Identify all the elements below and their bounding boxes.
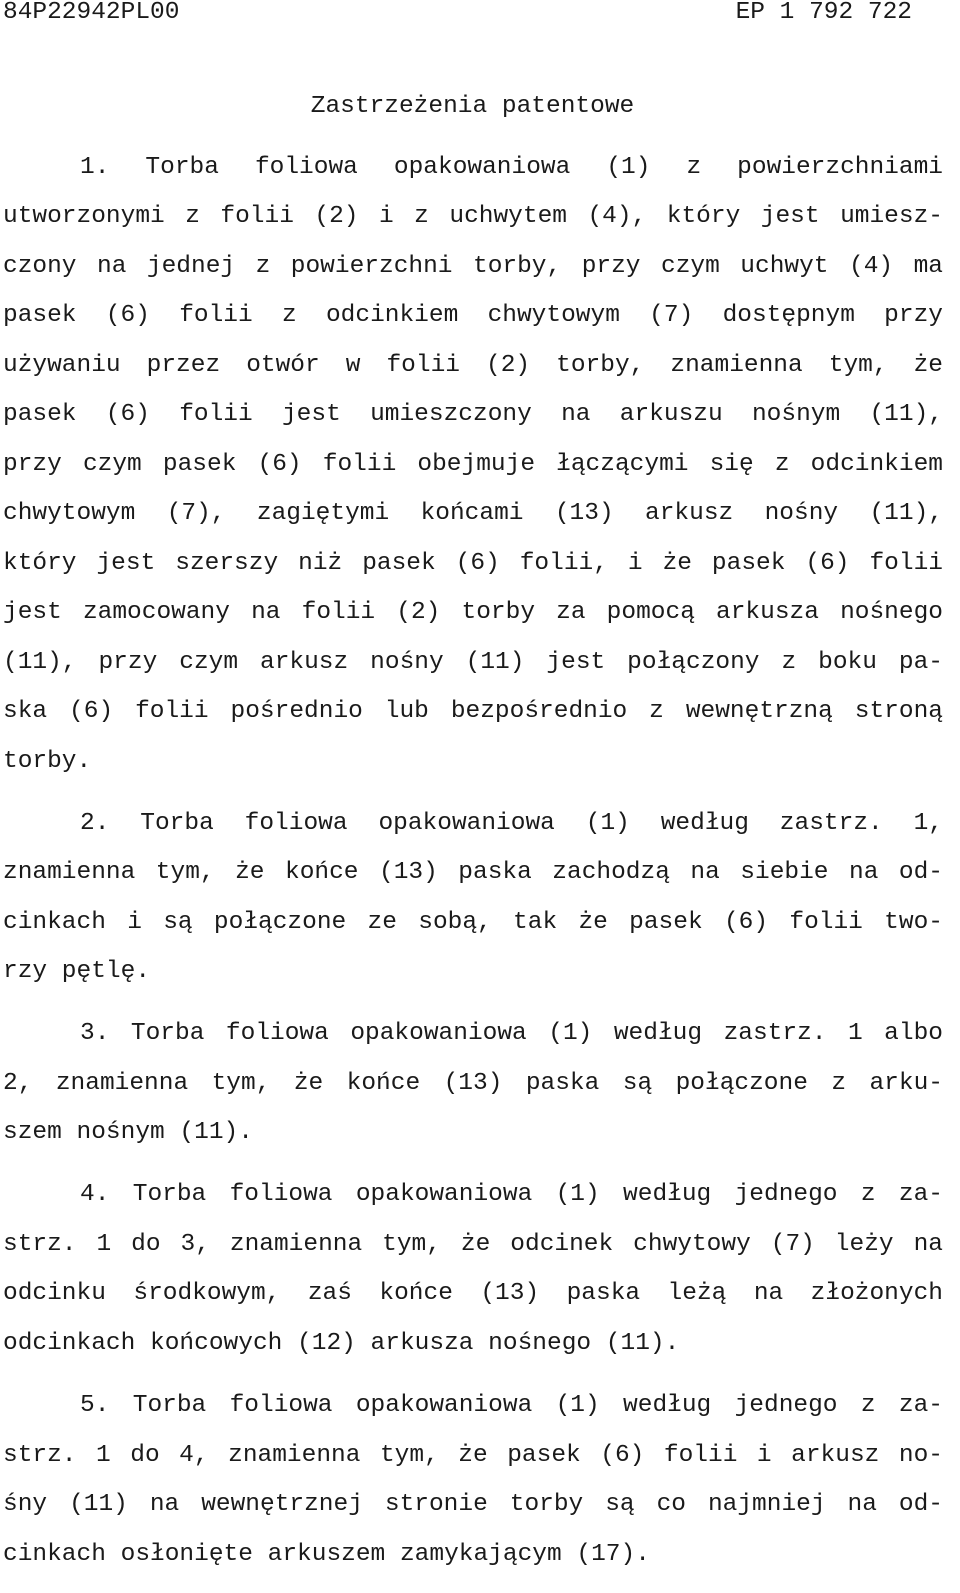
claim-line: pasek (6) folii z odcinkiem chwytowym (7) dostępnym przy bbox=[3, 302, 943, 329]
claim-line: chwytowym (7), zagiętymi końcami (13) arkusz nośny (11), bbox=[3, 500, 943, 527]
claim-line: 3. Torba foliowa opakowaniowa (1) według zastrz. 1 albo bbox=[80, 1020, 943, 1047]
patent-number: EP 1 792 722 bbox=[735, 0, 912, 26]
claim-line: 2, znamienna tym, że końce (13) paska są połączone z arku- bbox=[3, 1070, 943, 1097]
document-code: 84P22942PL00 bbox=[3, 0, 180, 26]
claim-line: ska (6) folii pośrednio lub bezpośrednio z wewnętrzną stroną bbox=[3, 698, 943, 725]
claim-line: przy czym pasek (6) folii obejmuje łączącymi się z odcinkiem bbox=[3, 451, 943, 478]
page-title: Zastrzeżenia patentowe bbox=[310, 93, 635, 120]
claim-line: odcinku środkowym, zaś końce (13) paska leżą na złożonych bbox=[3, 1280, 943, 1307]
claim-line: torby. bbox=[3, 748, 92, 775]
claim-line: znamienna tym, że końce (13) paska zachodzą na siebie na od- bbox=[3, 859, 943, 886]
claim-line: strz. 1 do 3, znamienna tym, że odcinek chwytowy (7) leży na bbox=[3, 1231, 943, 1258]
claim-line: 2. Torba foliowa opakowaniowa (1) według zastrz. 1, bbox=[80, 810, 943, 837]
claim-line: (11), przy czym arkusz nośny (11) jest połączony z boku pa- bbox=[3, 649, 943, 676]
claim-line: używaniu przez otwór w folii (2) torby, znamienna tym, że bbox=[3, 352, 943, 379]
claim-line: strz. 1 do 4, znamienna tym, że pasek (6) folii i arkusz no- bbox=[3, 1442, 943, 1469]
claim-line: odcinkach końcowych (12) arkusza nośnego (11). bbox=[3, 1330, 680, 1357]
claim-line: jest zamocowany na folii (2) torby za pomocą arkusza nośnego bbox=[3, 599, 943, 626]
claim-line: 5. Torba foliowa opakowaniowa (1) według jednego z za- bbox=[80, 1392, 943, 1419]
claim-line: cinkach osłonięte arkuszem zamykającym (17). bbox=[3, 1541, 650, 1568]
claim-line: cinkach i są połączone ze sobą, tak że pasek (6) folii two- bbox=[3, 909, 943, 936]
claim-line: 4. Torba foliowa opakowaniowa (1) według jednego z za- bbox=[80, 1181, 943, 1208]
claim-line: który jest szerszy niż pasek (6) folii, i że pasek (6) folii bbox=[3, 550, 943, 577]
claim-line: utworzonymi z folii (2) i z uchwytem (4), który jest umiesz- bbox=[3, 203, 943, 230]
claim-line: rzy pętlę. bbox=[3, 958, 151, 985]
claim-line: pasek (6) folii jest umieszczony na arkuszu nośnym (11), bbox=[3, 401, 943, 428]
claim-line: śny (11) na wewnętrznej stronie torby są co najmniej na od- bbox=[3, 1491, 943, 1518]
claim-line: czony na jednej z powierzchni torby, przy czym uchwyt (4) ma bbox=[3, 253, 943, 280]
claim-line: szem nośnym (11). bbox=[3, 1119, 253, 1146]
claim-line: 1. Torba foliowa opakowaniowa (1) z powierzchniami bbox=[80, 154, 943, 181]
